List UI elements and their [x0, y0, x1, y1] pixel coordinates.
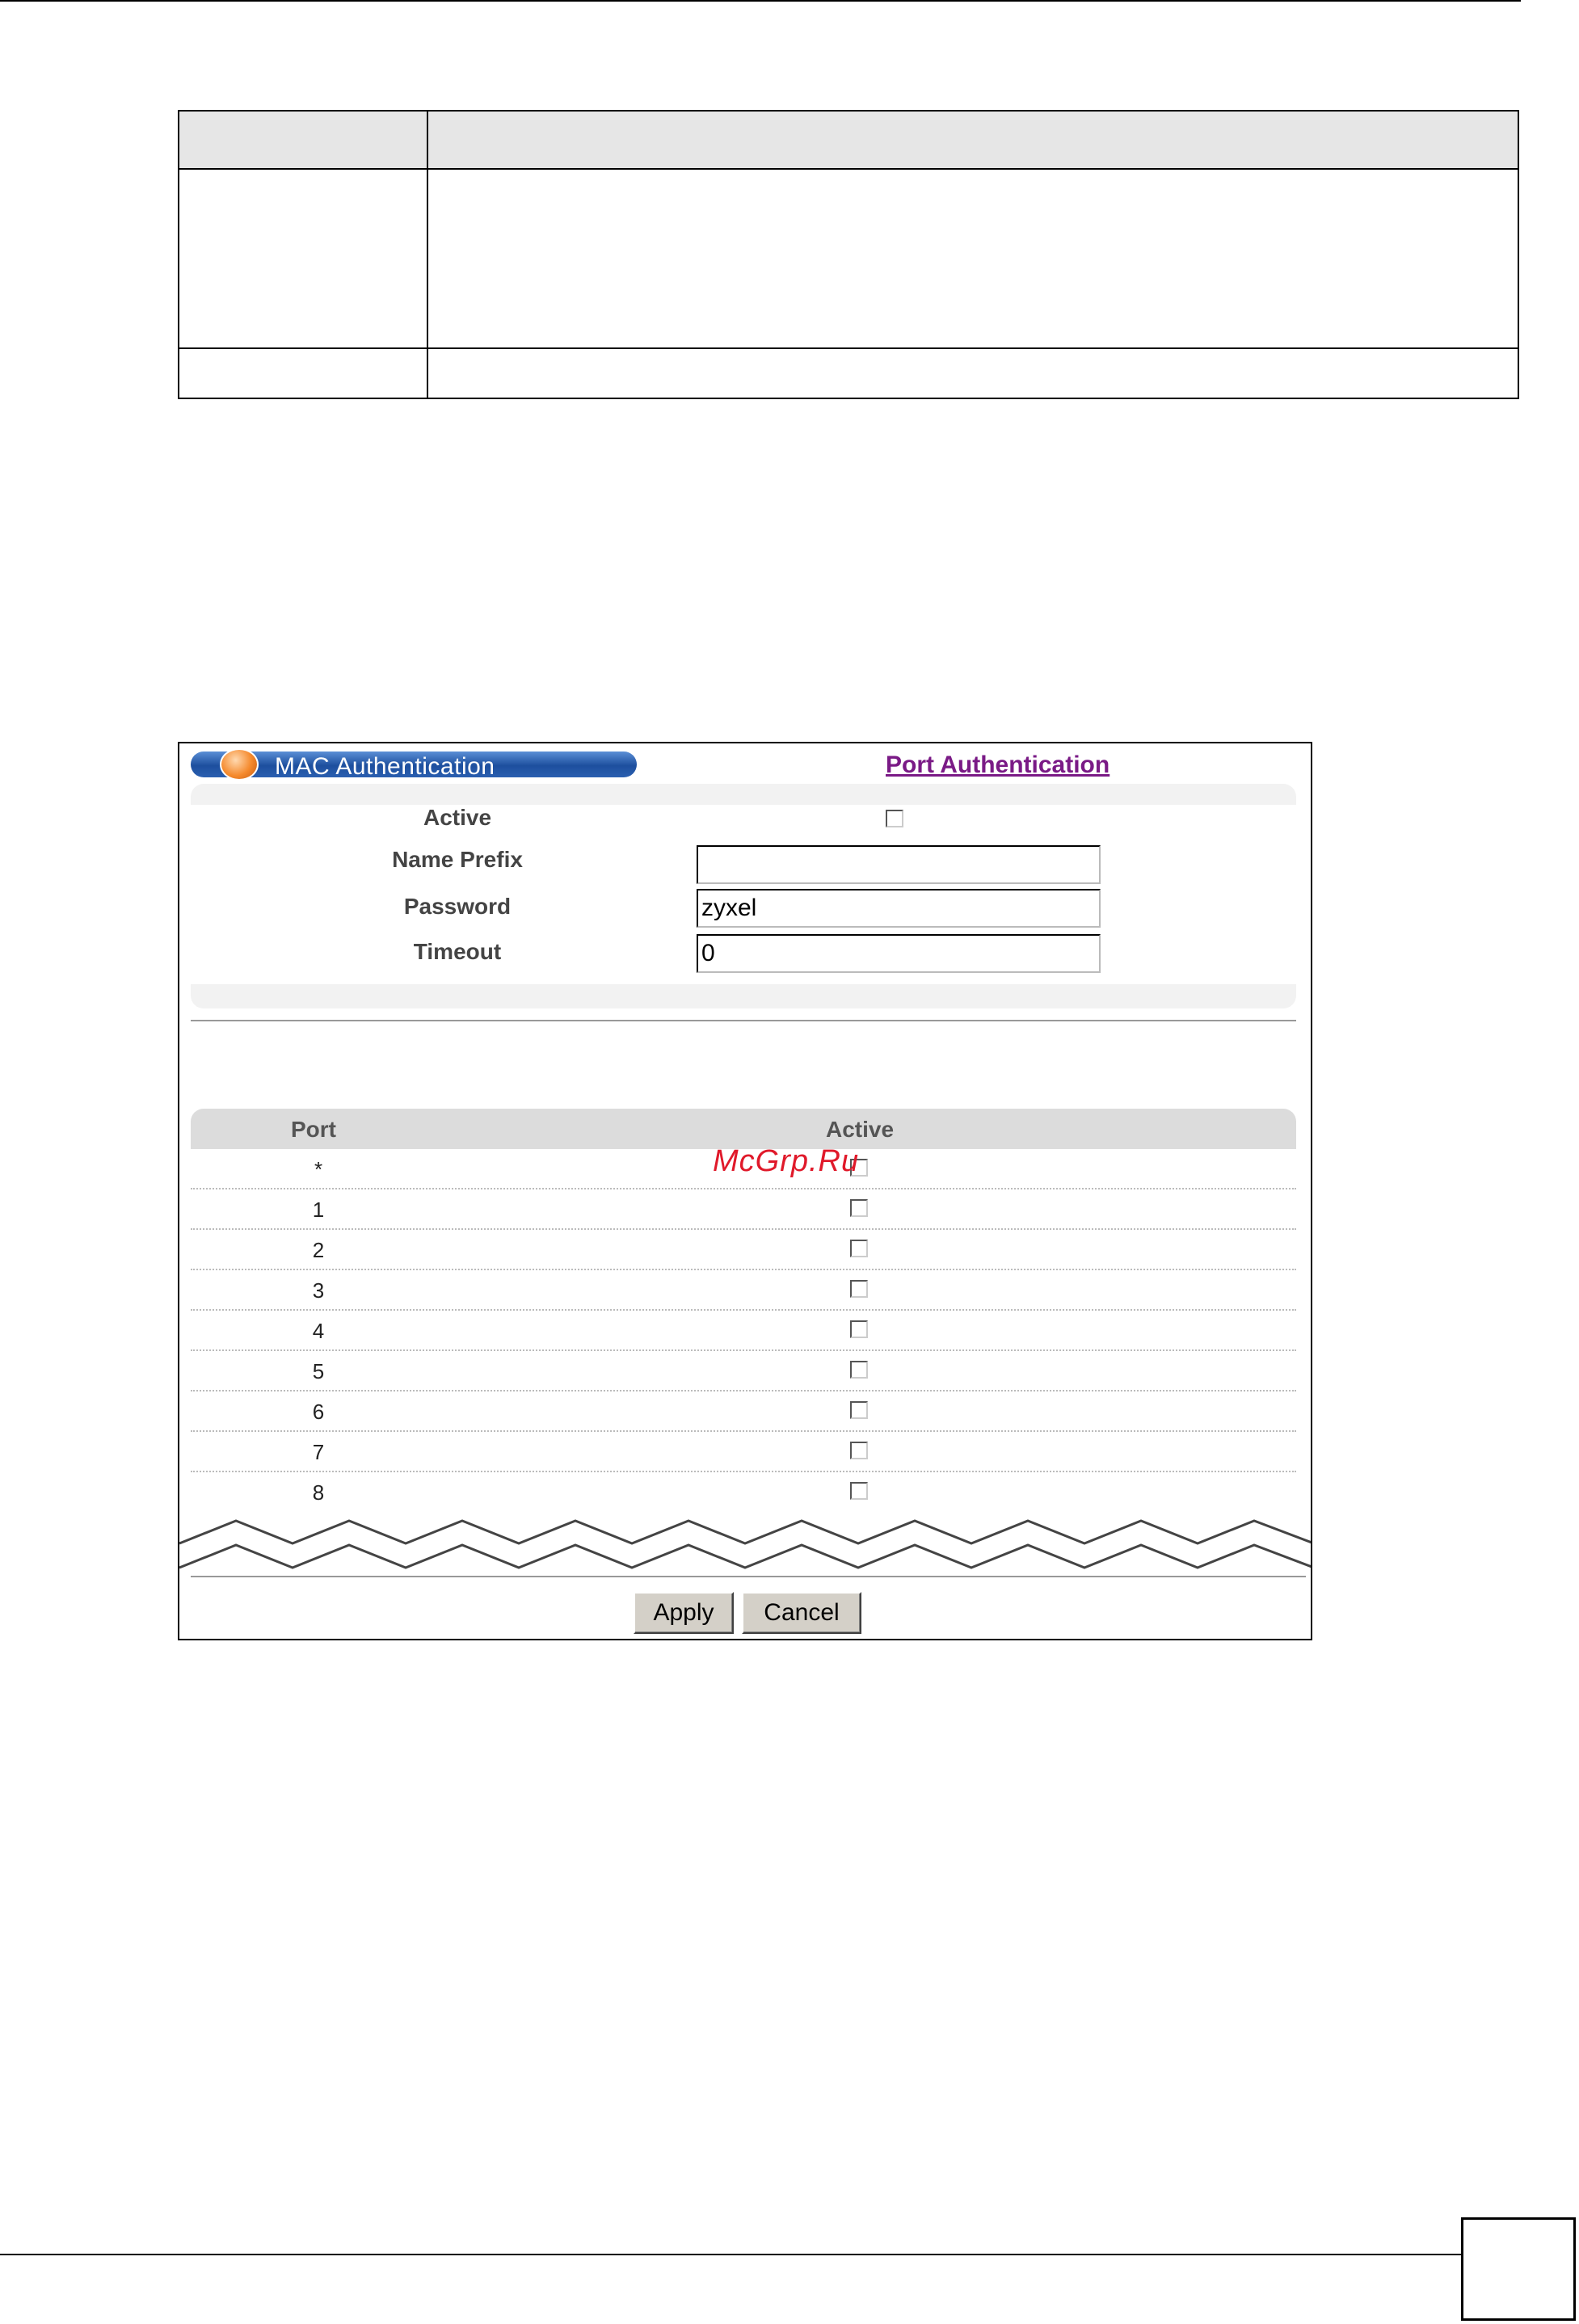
table-row: [191, 1189, 1296, 1230]
port-number: 7: [312, 1440, 325, 1464]
port-number: 3: [312, 1278, 325, 1303]
port-active-checkbox[interactable]: [850, 1199, 868, 1217]
screenshot-frame: [178, 742, 1312, 1640]
port-column-header: Port: [291, 1117, 336, 1142]
port-number: 2: [312, 1238, 325, 1262]
table-cell: [427, 348, 1518, 398]
password-input[interactable]: [697, 889, 1101, 928]
footer-rule: [0, 2254, 1461, 2255]
active-column-header: Active: [826, 1117, 895, 1142]
port-active-checkbox[interactable]: [850, 1442, 868, 1459]
port-active-checkbox[interactable]: [850, 1240, 868, 1257]
table-row: [179, 169, 1518, 348]
table-header-cell: [427, 111, 1518, 169]
settings-panel: [191, 784, 1296, 1008]
port-authentication-link[interactable]: Port Authentication: [886, 752, 1110, 778]
section-divider: [191, 1020, 1296, 1021]
table-row: [179, 348, 1518, 398]
apply-button[interactable]: Apply: [634, 1592, 734, 1634]
port-active-checkbox[interactable]: [850, 1361, 868, 1379]
table-row: [191, 1270, 1296, 1311]
watermark-text: McGrp.Ru: [713, 1144, 860, 1178]
bottom-divider: [191, 1576, 1306, 1577]
page-number-box: [1461, 2217, 1576, 2321]
table-header-row: [179, 111, 1518, 169]
table-row: [191, 1311, 1296, 1351]
settings-form: [191, 805, 1296, 984]
name-prefix-label: Name Prefix: [392, 847, 523, 872]
password-label: Password: [403, 894, 512, 919]
manual-table: [178, 110, 1519, 399]
port-number: 4: [312, 1319, 325, 1343]
port-active-checkbox[interactable]: [850, 1482, 868, 1500]
port-active-checkbox[interactable]: [850, 1401, 868, 1419]
timeout-label: Timeout: [413, 939, 502, 964]
page-break-zigzag: [179, 1511, 1312, 1584]
title-orb-icon: [220, 748, 259, 781]
active-label: Active: [423, 805, 492, 830]
table-cell: [427, 169, 1518, 348]
port-table-header: [191, 1109, 1296, 1149]
port-table: [191, 1149, 1296, 1513]
table-row: [191, 1391, 1296, 1432]
table-row: [191, 1432, 1296, 1472]
table-cell: [179, 169, 427, 348]
port-number: 6: [312, 1400, 325, 1424]
table-cell: [179, 348, 427, 398]
port-number: *: [314, 1157, 323, 1181]
name-prefix-input[interactable]: [697, 845, 1101, 884]
port-number: 1: [312, 1198, 325, 1222]
table-row: [191, 1351, 1296, 1391]
title-bar: [191, 752, 637, 780]
timeout-input[interactable]: [697, 934, 1101, 973]
table-row: [191, 1472, 1296, 1513]
active-checkbox[interactable]: [886, 810, 903, 827]
port-active-checkbox[interactable]: [850, 1280, 868, 1298]
top-rule: [0, 0, 1521, 2]
port-number: 5: [312, 1359, 325, 1383]
table-header-cell: [179, 111, 427, 169]
table-row: [191, 1230, 1296, 1270]
port-active-checkbox[interactable]: [850, 1320, 868, 1338]
screen-title: MAC Authentication: [275, 753, 495, 780]
port-number: 8: [312, 1480, 325, 1505]
cancel-button[interactable]: Cancel: [742, 1592, 861, 1634]
